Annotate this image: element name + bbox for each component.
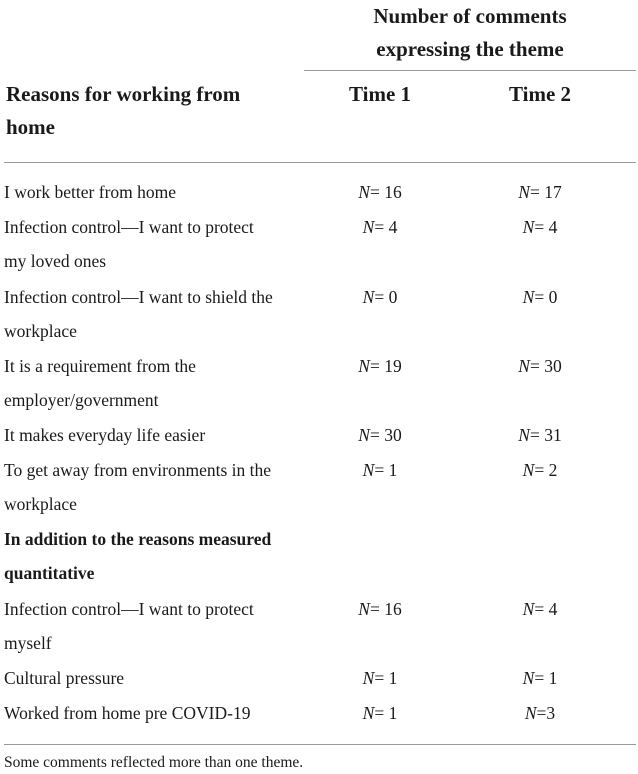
time2-count: = 4 bbox=[534, 217, 558, 237]
n-symbol: N bbox=[522, 217, 535, 237]
row-label-line: employer/government bbox=[4, 390, 159, 410]
n-symbol: N bbox=[358, 599, 370, 619]
time2-count: = 4 bbox=[534, 599, 558, 619]
row-label-line: To get away from environments in the bbox=[4, 460, 272, 480]
row-label bbox=[4, 210, 304, 278]
time2-value bbox=[460, 453, 620, 487]
n-symbol: N bbox=[362, 668, 375, 688]
time1-value bbox=[300, 418, 460, 452]
time1-count: = 0 bbox=[374, 287, 398, 307]
time2-count: = 17 bbox=[529, 182, 562, 202]
row-label-line: It makes everyday life easier bbox=[4, 425, 206, 445]
column-group-header-line1: Number of comments bbox=[373, 4, 567, 28]
time1-count: = 19 bbox=[369, 356, 402, 376]
time2-value bbox=[460, 418, 620, 452]
n-symbol: N bbox=[524, 703, 537, 723]
time1-count: = 1 bbox=[374, 668, 398, 688]
row-label-line: Cultural pressure bbox=[4, 668, 125, 688]
row-label bbox=[4, 175, 304, 209]
time1-value bbox=[300, 661, 460, 695]
n-symbol: N bbox=[522, 668, 535, 688]
n-symbol: N bbox=[358, 425, 370, 445]
time2-count: = 1 bbox=[534, 668, 558, 688]
n-symbol: N bbox=[518, 182, 530, 202]
row-label-line: my loved ones bbox=[4, 251, 107, 271]
time1-count: = 30 bbox=[369, 425, 402, 445]
reasons-header-line1: Reasons for working from bbox=[6, 82, 241, 106]
table-footnote: Some comments reflected more than one theme. bbox=[4, 754, 304, 771]
time2-count: = 30 bbox=[529, 356, 562, 376]
row-label-line: workplace bbox=[4, 321, 77, 341]
column-group-rule bbox=[304, 70, 636, 71]
row-label bbox=[4, 696, 304, 730]
time2-value bbox=[460, 696, 620, 730]
row-label bbox=[4, 280, 304, 348]
time1-count: = 1 bbox=[374, 460, 398, 480]
time2-column-header: Time 2 bbox=[508, 82, 572, 106]
n-symbol: N bbox=[362, 217, 375, 237]
n-symbol: N bbox=[362, 703, 375, 723]
header-rule bbox=[4, 162, 636, 163]
time2-count: = 2 bbox=[534, 460, 558, 480]
n-symbol: N bbox=[362, 460, 375, 480]
row-label-line: In addition to the reasons measured bbox=[4, 529, 272, 549]
row-label bbox=[4, 418, 304, 452]
reasons-header-line2: home bbox=[6, 115, 55, 139]
row-label-line: myself bbox=[4, 633, 52, 653]
time2-value bbox=[460, 349, 620, 383]
time2-value bbox=[460, 175, 620, 209]
n-symbol: N bbox=[522, 460, 535, 480]
time2-value bbox=[460, 280, 620, 314]
n-symbol: N bbox=[518, 356, 530, 376]
n-symbol: N bbox=[358, 356, 370, 376]
column-group-header-line2: expressing the theme bbox=[376, 37, 564, 61]
n-symbol: N bbox=[522, 599, 535, 619]
time2-count: = 0 bbox=[534, 287, 558, 307]
time2-value bbox=[460, 592, 620, 626]
time1-count: = 16 bbox=[369, 599, 402, 619]
n-symbol: N bbox=[362, 287, 375, 307]
time1-value bbox=[300, 210, 460, 244]
time2-count: =3 bbox=[536, 703, 556, 723]
row-label-line: It is a requirement from the bbox=[4, 356, 196, 376]
row-label bbox=[4, 661, 304, 695]
time1-value bbox=[300, 349, 460, 383]
time1-count: = 1 bbox=[374, 703, 398, 723]
row-label-line: Infection control—I want to protect bbox=[4, 217, 254, 237]
row-label-line: quantitative bbox=[4, 563, 95, 583]
time2-value bbox=[460, 661, 620, 695]
row-label bbox=[4, 349, 304, 417]
time1-column-header: Time 1 bbox=[348, 82, 412, 106]
time2-value bbox=[460, 210, 620, 244]
time1-value bbox=[300, 175, 460, 209]
row-label bbox=[4, 592, 304, 660]
section-label bbox=[4, 522, 304, 590]
time2-count: = 31 bbox=[529, 425, 562, 445]
bottom-rule bbox=[4, 744, 636, 745]
time1-count: = 16 bbox=[369, 182, 402, 202]
time1-value bbox=[300, 696, 460, 730]
row-label-line: Infection control—I want to shield the bbox=[4, 287, 273, 307]
row-label-line: Worked from home pre COVID-19 bbox=[4, 703, 251, 723]
time1-value bbox=[300, 280, 460, 314]
row-label-line: Infection control—I want to protect bbox=[4, 599, 254, 619]
time1-value bbox=[300, 453, 460, 487]
n-symbol: N bbox=[522, 287, 535, 307]
column-group-header bbox=[304, 0, 636, 66]
n-symbol: N bbox=[358, 182, 370, 202]
time1-value bbox=[300, 592, 460, 626]
n-symbol: N bbox=[518, 425, 530, 445]
row-label-line: workplace bbox=[4, 494, 77, 514]
time1-count: = 4 bbox=[374, 217, 398, 237]
row-label bbox=[4, 453, 304, 521]
row-label-line: I work better from home bbox=[4, 182, 177, 202]
reasons-column-header bbox=[6, 78, 296, 144]
